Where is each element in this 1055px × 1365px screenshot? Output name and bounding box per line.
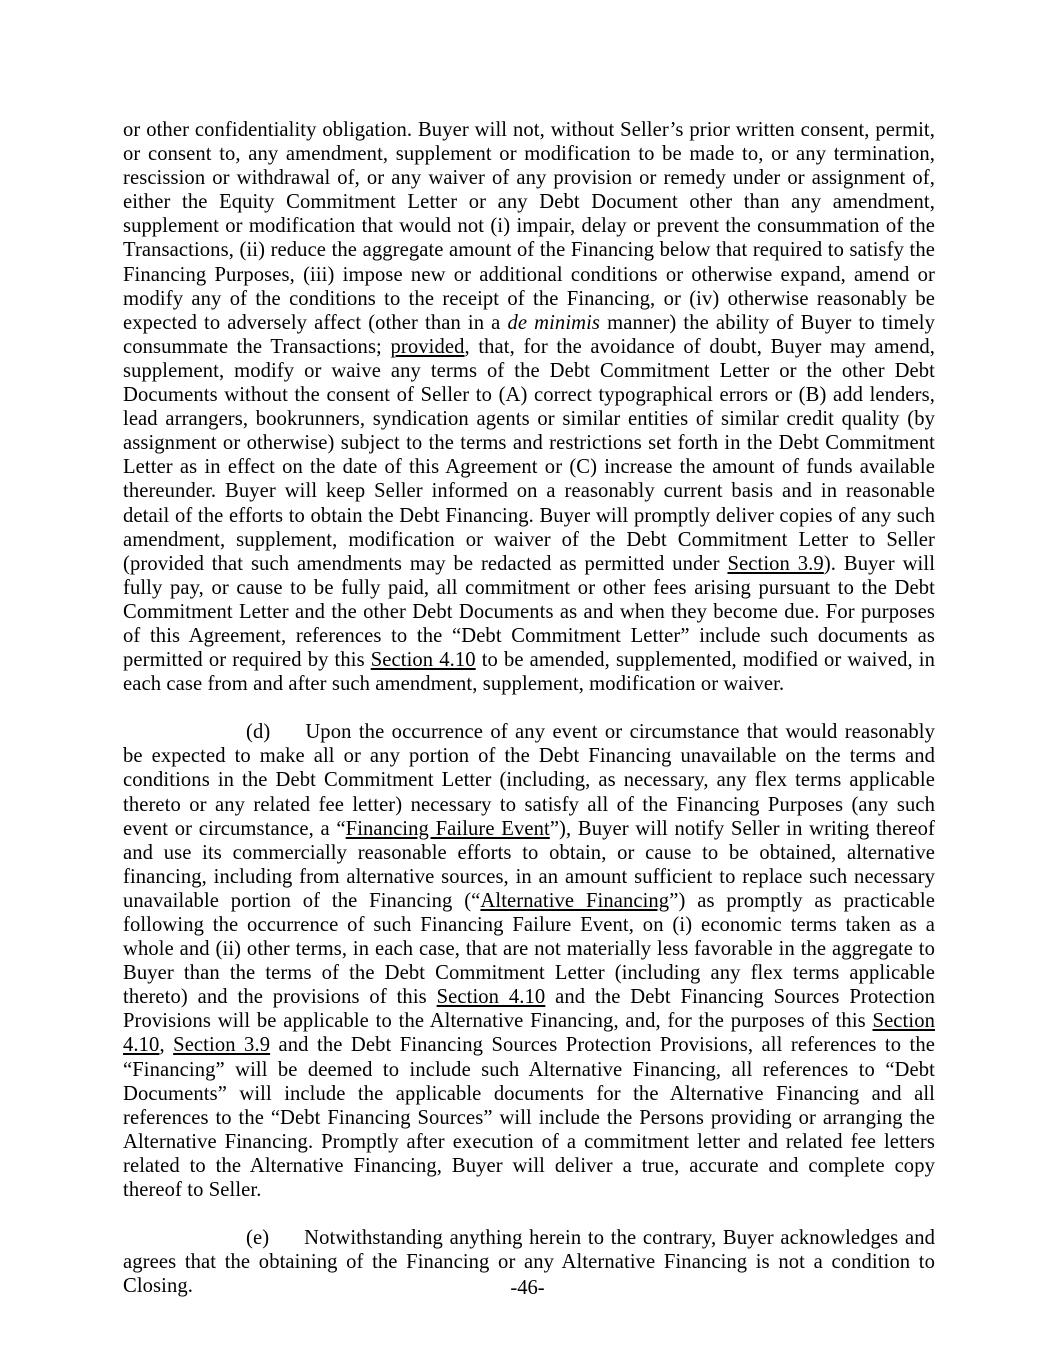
text-run: Notwithstanding anything herein to the contrary, Buyer acknowledges and agrees that the obtaining of the Financing or any Alternative Financing is not a condition to Closing.: [123, 1227, 935, 1298]
text-run: Section 4.10: [436, 986, 546, 1009]
text-run: provided: [390, 335, 465, 358]
text-run: and the Debt Financing Sources Protection Provisions, all references to the “Financing” will be deemed to include such Alternative Financing, all references to “Debt Documents” will include the applicable documents for the Alternative Financing and all references to the “Debt Financing Sources” will include the Persons providing or arranging the Alternative Financing. Promptly after execution of a commitment letter and related fee letters related to the Alternative Financing, Buyer will deliver a true, accurate and complete copy thereof to Seller.: [123, 1034, 935, 1202]
text-run: manner) the ability of Buyer to timely consummate the Transactions;: [123, 311, 935, 358]
page-number: -46-: [510, 1277, 545, 1299]
text-run: Section 4.10: [370, 649, 476, 672]
text-run: ,: [159, 1034, 174, 1057]
text-run: Section 4.10: [123, 1010, 935, 1057]
paragraph-label: (e): [246, 1227, 270, 1250]
text-run: Section 3.9: [727, 552, 824, 575]
paragraph: [123, 720, 935, 1202]
text-run: Financing Failure Event: [345, 817, 550, 840]
page-footer: [0, 1276, 1055, 1300]
text-run: Upon the occurrence of any event or circumstance that would reasonably be expected to make all or any portion of the Debt Financing unavailable on the terms and conditions in the Debt Commitment Letter (including, as necessary, any flex terms applicable thereto or any related fee letter) necessary to satisfy all of the Financing Purposes (any such event or circumstance, a “: [123, 721, 935, 840]
text-run: Section 3.9: [173, 1034, 271, 1057]
paragraph: [123, 118, 935, 696]
text-run: ”), Buyer will notify Seller in writing thereof and use its commercially reasonable efforts to obtain, or cause to be obtained, alternative financing, including from alternative sources, in an amount sufficient to replace such necessary unavailable portion of the Financing (“: [123, 817, 935, 912]
text-run: and the Debt Financing Sources Protection Provisions will be applicable to the Alternative Financing, and, for the purposes of this: [123, 986, 935, 1033]
text-run: or other confidentiality obligation. Buyer will not, without Seller’s prior written consent, permit, or consent to, any amendment, supplement or modification to be made to, or any termination, rescission or withdrawal of, or any waiver of any provision or remedy under or assignment of, either the Equity Commitment Letter or any Debt Document other than any amendment, supplement or modification that would not (i) impair, delay or prevent the consummation of the Transactions, (ii) reduce the aggregate amount of the Financing below that required to satisfy the Financing Purposes, (iii) impose new or additional conditions or otherwise expand, amend or modify any of the conditions to the receipt of the Financing, or (iv) otherwise reasonably be expected to adversely affect (other than in a: [123, 119, 935, 334]
text-run: ”) as promptly as practicable following the occurrence of such Financing Failure Event, on (i) economic terms taken as a whole and (ii) other terms, in each case, that are not materially less favorable in the aggregate to Buyer than the terms of the Debt Commitment Letter (including any flex terms applicable thereto) and the provisions of this: [123, 889, 935, 1009]
text-run: , that, for the avoidance of doubt, Buyer may amend, supplement, modify or waive any terms of the Debt Commitment Letter or the other Debt Documents without the consent of Seller to (A) correct typographical errors or (B) add lenders, lead arrangers, bookrunners, syndication agents or similar entities of similar credit quality (by assignment or otherwise) subject to the terms and restrictions set forth in the Debt Commitment Letter as in effect on the date of this Agreement or (C) increase the amount of funds available thereunder. Buyer will keep Seller informed on a reasonably current basis and in reasonable detail of the efforts to obtain the Debt Financing. Buyer will promptly deliver copies of any such amendment, supplement, modification or waiver of the Debt Commitment Letter to Seller (provided that such amendments may be redacted as permitted under: [123, 335, 935, 575]
text-run: ). Buyer will fully pay, or cause to be fully paid, all commitment or other fees arising pursuant to the Debt Commitment Letter and the other Debt Documents as and when they become due. For purposes of this Agreement, references to the “Debt Commitment Letter” include such documents as permitted or required by this: [123, 552, 936, 672]
text-run: to be amended, supplemented, modified or waived, in each case from and after such amendment, supplement, modification or waiver.: [123, 649, 935, 696]
text-run: de minimis: [507, 311, 601, 334]
text-run: Alternative Financing: [480, 889, 670, 912]
paragraph-label: (d): [246, 721, 271, 744]
document-body: [123, 118, 935, 1322]
